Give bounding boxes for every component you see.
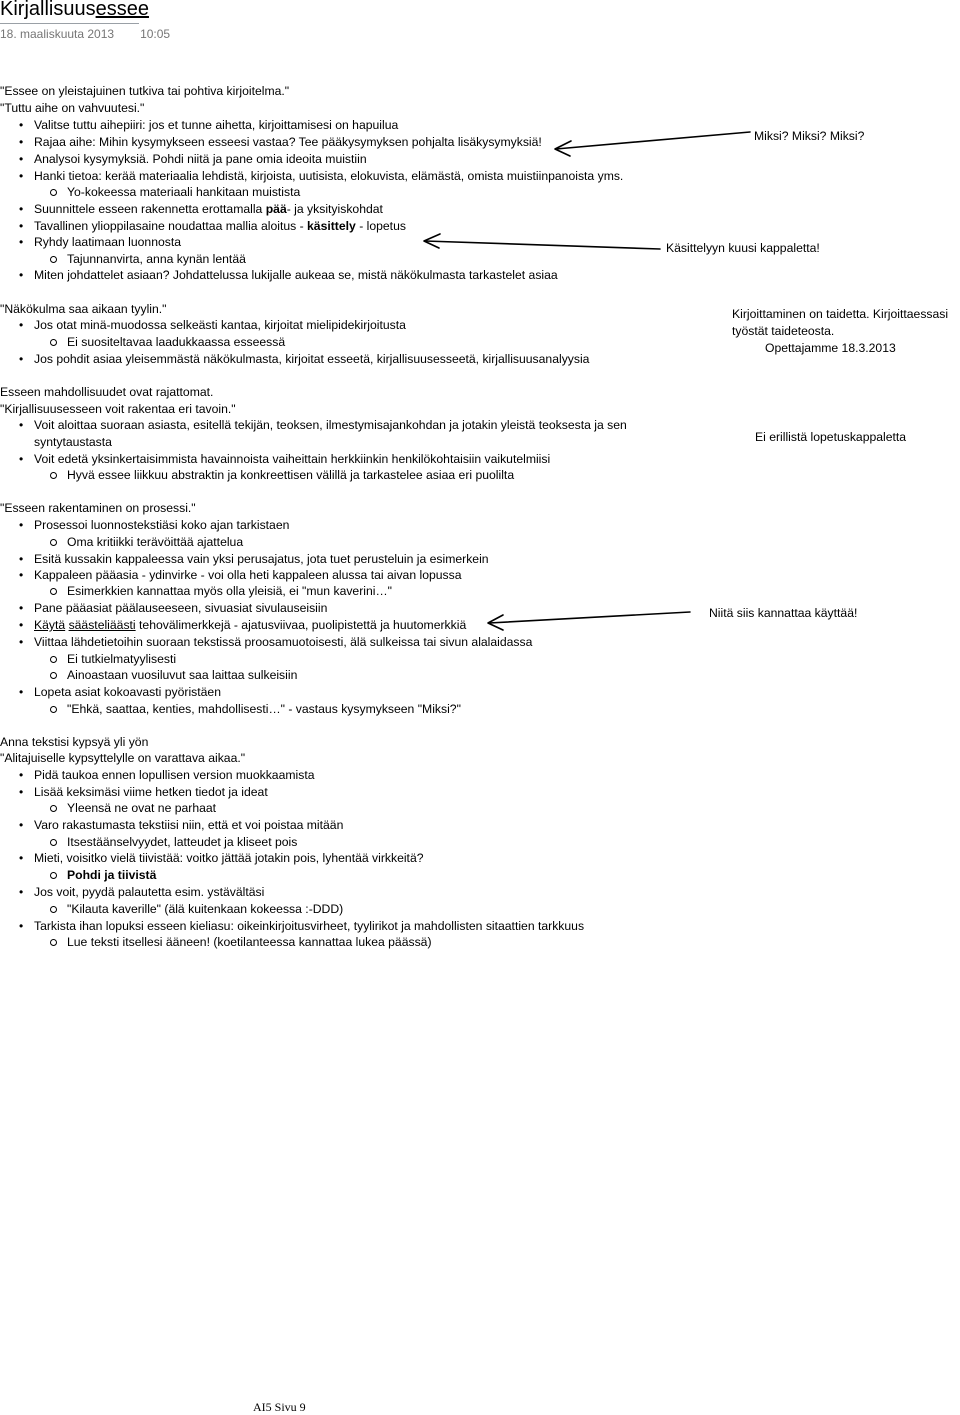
bold-span: pää — [265, 202, 287, 216]
sub-list-item: Esimerkkien kannattaa myös olla yleisiä, ei "mun kaverini…" — [67, 584, 392, 598]
page-title-part2: essee — [95, 0, 149, 20]
side-note-lopetus: Ei erillistä lopetuskappaletta — [755, 430, 907, 444]
list-item: • Jos otat minä-muodossa selkeästi kantaa, kirjoitat mielipidekirjoitusta — [34, 317, 406, 333]
text-line: syntytaustasta — [34, 435, 112, 449]
text-span: Suunnittele esseen rakennetta erottamalla — [34, 202, 266, 216]
list-item: • Miten johdattelet asiaan? Johdattelussa lukijalle aukeaa se, mistä näkökulmasta tarkastelet asiaa — [34, 267, 558, 283]
list-item: • Esitä kussakin kappaleessa vain yksi perusajatus, jota tuet perusteluin ja esimerkein — [34, 551, 489, 567]
sub-list-item: "Kilauta kaverille" (älä kuitenkaan kokeessa :-DDD) — [67, 902, 344, 916]
list-item: • Rajaa aihe: Mihin kysymykseen esseesi vastaa? Tee pääkysymyksen pohjalta lisäkysymyksiä! — [34, 134, 542, 150]
underlined-span: säästeliäästi — [68, 618, 136, 632]
side-note-niita: Niitä siis kannattaa käyttää! — [709, 606, 858, 620]
list-item: • Kappaleen pääasia - ydinvirke - voi olla heti kappaleen alussa tai aivan lopussa — [34, 567, 462, 583]
sub-list-item: Hyvä essee liikkuu abstraktin ja konkreettisen välillä ja tarkastelee asiaa eri puolilta — [67, 468, 515, 482]
list-item: • Mieti, voisitko vielä tiivistää: voitko jättää jotakin pois, lyhentää virkkeitä? — [34, 850, 424, 866]
text-line: Anna tekstisi kypsyä yli yön — [0, 735, 149, 749]
list-item: • Jos pohdit asiaa yleisemmästä näkökulmasta, kirjoitat esseetä, kirjallisuusesseetä, kirjallisuusanalyysia — [34, 351, 589, 367]
list-item: • Viittaa lähdetietoihin suoraan tekstissä proosamuotoisesti, älä sulkeissa tai sivun alalaidassa — [34, 634, 532, 650]
bold-span: käsittely — [307, 219, 356, 233]
sub-list-item: "Ehkä, saattaa, kenties, mahdollisesti…" - vastaus kysymykseen "Miksi?" — [67, 702, 461, 716]
list-item: • Tarkista ihan lopuksi esseen kieliasu: oikeinkirjoitusvirheet, tyylirikot ja mahdollisten sitaattien tarkkuus — [34, 918, 584, 934]
bold-span: Pohdi ja tiivistä — [67, 868, 157, 882]
sub-list-item: Yleensä ne ovat ne parhaat — [67, 801, 217, 815]
page-title-part1: Kirjallisuus — [0, 0, 96, 20]
text-span: - ja yksityiskohdat — [286, 202, 383, 216]
list-item: • Voit aloittaa suoraan asiasta, esitellä tekijän, teoksen, ilmestymisajankohdan ja jotakin yleistä teoksesta ja sen — [34, 417, 627, 433]
text-line: "Esseen rakentaminen on prosessi." — [0, 501, 196, 515]
sub-list-item: Lue teksti itsellesi ääneen! (koetilanteessa kannattaa lukea päässä) — [67, 935, 432, 949]
side-note-opettaja: Opettajamme 18.3.2013 — [765, 341, 896, 355]
note-time: 10:05 — [140, 27, 171, 41]
sub-list-item: Oma kritiikki terävöittää ajattelua — [67, 535, 244, 549]
list-item: • Varo rakastumasta tekstiisi niin, että et voi poistaa mitään — [34, 817, 343, 833]
sub-list-item: Ei suositeltavaa laadukkaassa esseessä — [67, 335, 286, 349]
list-item: • Prosessoi luonnostekstiäsi koko ajan tarkistaen — [34, 517, 289, 533]
sub-list-item: Ei tutkielmatyylisesti — [67, 652, 177, 666]
text-span: Tavallinen ylioppilasaine noudattaa mallia aloitus - — [34, 219, 308, 233]
side-note-kirjoittaminen-2: työstät taideteosta. — [732, 324, 835, 338]
list-item: • Ryhdy laatimaan luonnosta — [34, 234, 181, 250]
list-item: • Jos voit, pyydä palautetta esim. ystävältäsi — [34, 884, 264, 900]
list-item: • Pane pääasiat päälauseeseen, sivuasiat sivulauseisiin — [34, 600, 327, 616]
page-footer: AI5 Sivu 9 — [253, 1400, 306, 1414]
list-item: • Hanki tietoa: kerää materiaalia lehdistä, kirjoista, uutisista, elokuvista, elämästä, omista muistiinpanoista yms. — [34, 168, 623, 184]
list-item: • Lisää keksimäsi viime hetken tiedot ja ideat — [34, 784, 268, 800]
note-date: 18. maaliskuuta 2013 — [0, 27, 115, 41]
side-note-miksi: Miksi? Miksi? Miksi? — [754, 129, 865, 143]
text-line: "Kirjallisuusesseen voit rakentaa eri tavoin." — [0, 402, 236, 416]
sub-list-item: Ainoastaan vuosiluvut saa laittaa sulkeisiin — [67, 668, 298, 682]
underlined-span: Käytä — [34, 618, 66, 632]
list-item: • Lopeta asiat kokoavasti pyöristäen — [34, 684, 221, 700]
arrow-miksi — [555, 132, 750, 156]
sub-list-item: Tajunnanvirta, anna kynän lentää — [67, 252, 246, 266]
side-note-kirjoittaminen-1: Kirjoittaminen on taidetta. Kirjoittaessasi — [732, 307, 949, 321]
arrow-niita — [488, 612, 690, 630]
sub-list-item: Yo-kokeessa materiaali hankitaan muistista — [67, 185, 301, 199]
text-line: "Tuttu aihe on vahvuutesi." — [0, 101, 145, 115]
list-item: • Pidä taukoa ennen lopullisen version muokkaamista — [34, 767, 314, 783]
text-line: Esseen mahdollisuudet ovat rajattomat. — [0, 385, 214, 399]
sub-list-item: Itsestäänselvyydet, latteudet ja kliseet pois — [67, 835, 298, 849]
text-line: "Näkökulma saa aikaan tyylin." — [0, 302, 167, 316]
list-item: • Valitse tuttu aihepiiri: jos et tunne aihetta, kirjoittamisesi on hapuilua — [34, 117, 398, 133]
arrow-kasittely — [424, 234, 660, 249]
list-item: • Voit edetä yksinkertaisimmista havainnoista vaiheittain herkkiinkin henkilökohtaisiin vaikutelmiisi — [34, 451, 550, 467]
text-span: - lopetus — [355, 219, 406, 233]
text-line: "Essee on yleistajuinen tutkiva tai pohtiva kirjoitelma." — [0, 84, 290, 98]
text-span: tehovälimerkkejä - ajatusviivaa, puolipistettä ja huutomerkkiä — [135, 618, 467, 632]
text-line: "Alitajuiselle kypsyttelylle on varattava aikaa." — [0, 751, 246, 765]
side-note-kasittely: Käsittelyyn kuusi kappaletta! — [666, 241, 820, 255]
list-item: • Analysoi kysymyksiä. Pohdi niitä ja pane omia ideoita muistiin — [34, 151, 367, 167]
